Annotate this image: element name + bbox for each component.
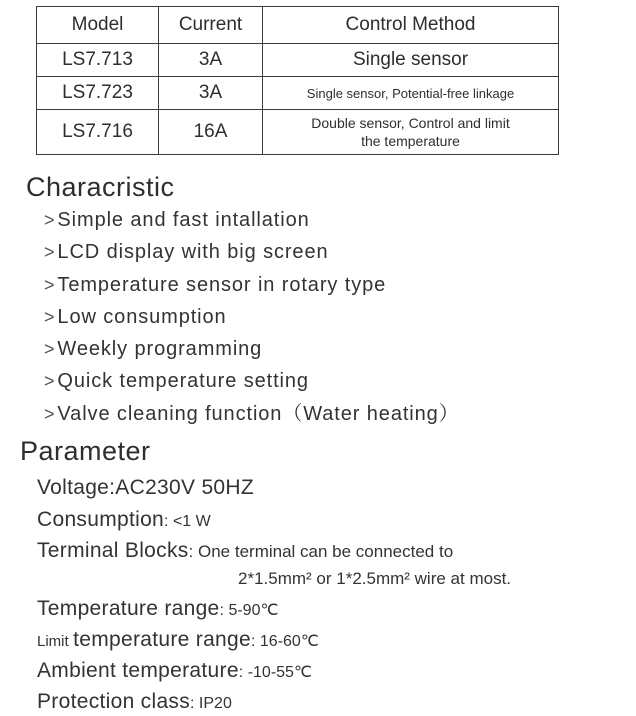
- list-item: [44, 367, 460, 399]
- list-item: [44, 335, 460, 367]
- consumption-label: Consumption: [37, 508, 165, 531]
- characteristic-heading: Characristic: [26, 172, 175, 202]
- list-item: [44, 238, 460, 270]
- limit-prefix: Limit: [37, 633, 69, 650]
- cell-control-method: Single sensor: [263, 44, 559, 77]
- list-item: [44, 206, 460, 238]
- header-model: Model: [37, 7, 159, 44]
- characteristic-text: Valve cleaning function（Water heating）: [57, 402, 460, 425]
- characteristic-text: Quick temperature setting: [57, 370, 309, 393]
- chevron-right-icon: >: [44, 242, 56, 263]
- table-row: [37, 44, 559, 77]
- terminal-value: : One terminal can be connected to: [188, 542, 454, 561]
- cell-current: 16A: [159, 110, 263, 155]
- table-row: [37, 77, 559, 110]
- cell-current: 3A: [159, 44, 263, 77]
- method-line-1: Double sensor, Control and limit: [311, 115, 510, 131]
- cell-control-method: Single sensor, Potential-free linkage: [263, 77, 559, 110]
- param-consumption: [37, 508, 211, 532]
- param-temperature-range: [37, 597, 278, 621]
- table-header-row: [37, 7, 559, 44]
- cell-model: LS7.723: [37, 77, 159, 110]
- chevron-right-icon: >: [44, 306, 56, 327]
- param-limit-temperature-range: [37, 628, 319, 652]
- temp-range-label: Temperature range: [37, 597, 220, 620]
- spec-table: [36, 6, 559, 155]
- cell-current: 3A: [159, 77, 263, 110]
- ambient-value: : -10-55℃: [238, 664, 312, 681]
- characteristic-text: Weekly programming: [57, 338, 263, 361]
- ambient-label: Ambient temperature: [37, 659, 239, 682]
- header-control-method: Control Method: [263, 7, 559, 44]
- cell-model: LS7.713: [37, 44, 159, 77]
- temp-range-value: : 5-90℃: [219, 602, 279, 619]
- chevron-right-icon: >: [44, 274, 56, 295]
- cell-model: LS7.716: [37, 110, 159, 155]
- table-row: [37, 110, 559, 155]
- param-terminal-blocks: [37, 539, 453, 563]
- parameter-heading: Parameter: [20, 436, 151, 466]
- protection-label: Protection class: [37, 690, 191, 713]
- param-voltage: [37, 476, 254, 500]
- header-current: Current: [159, 7, 263, 44]
- limit-label: temperature range: [73, 628, 251, 651]
- chevron-right-icon: >: [44, 403, 56, 424]
- characteristic-text: LCD display with big screen: [57, 241, 329, 264]
- chevron-right-icon: >: [44, 371, 56, 392]
- method-line-2: the temperature: [361, 133, 460, 149]
- protection-value: : IP20: [190, 695, 232, 712]
- list-item: [44, 271, 460, 303]
- list-item: [44, 400, 460, 432]
- voltage-text: Voltage:AC230V 50HZ: [37, 476, 255, 499]
- list-item: [44, 303, 460, 335]
- param-ambient-temperature: [37, 659, 312, 683]
- limit-value: : 16-60℃: [251, 633, 319, 650]
- terminal-value-line-2: 2*1.5mm² or 1*2.5mm² wire at most.: [238, 569, 512, 588]
- characteristic-text: Low consumption: [57, 305, 227, 328]
- terminal-label: Terminal Blocks: [37, 539, 189, 562]
- characteristic-text: Temperature sensor in rotary type: [57, 273, 387, 296]
- chevron-right-icon: >: [44, 339, 56, 360]
- cell-control-method: [263, 110, 559, 155]
- characteristic-text: Simple and fast intallation: [57, 209, 310, 231]
- characteristic-list: [44, 206, 460, 432]
- chevron-right-icon: >: [44, 210, 56, 230]
- param-protection-class: [37, 690, 232, 714]
- consumption-value: : <1 W: [164, 513, 211, 530]
